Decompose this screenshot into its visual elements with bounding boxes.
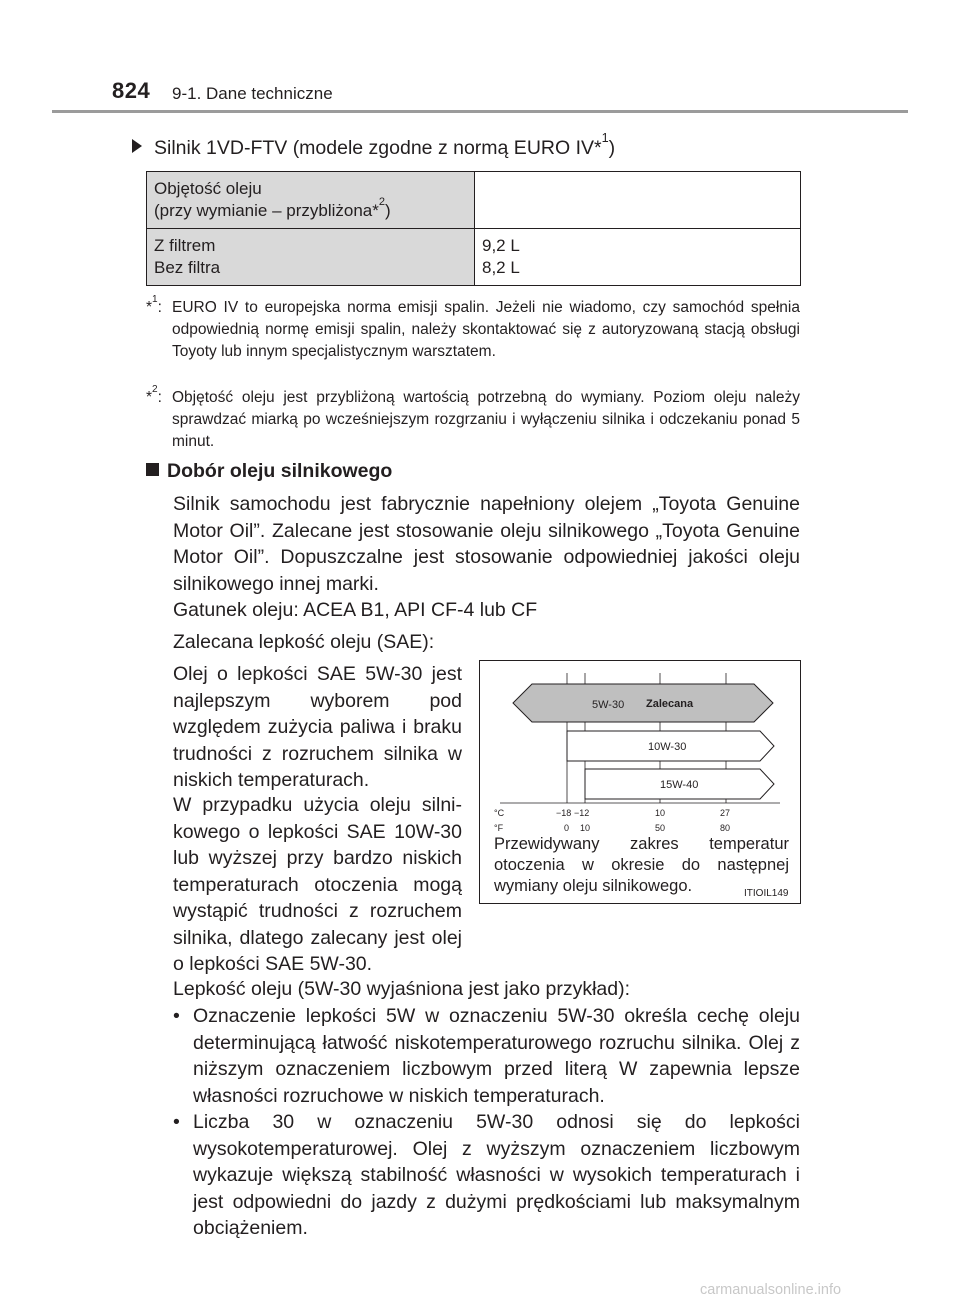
footnote-2 [146,384,800,453]
bullet-text: Liczba 30 w oznaczeniu 5W-30 odnosi się do lepkości wysokotemperaturowej. Olej z wyższym oznaczeniem liczbowym wykazuje większą stabilność własności w wysokich temperaturach i jest odpowiedni do jazdy z dużymi prędkościami lub maksymalnym obciążeniem. [193,1111,800,1239]
viscosity-label: Zalecana lepkość oleju (SAE): [173,631,435,653]
bullet-text: Oznaczenie lepkości 5W w oznaczeniu 5W-30 określa cechę oleju determinującą łatwość niskotemperaturowego rozruchu silnika. Olej z niższym oznaczeniem liczbowym przed literą W zapewnia lepsze własności rozruchowe w niskich temperaturach. [193,1005,800,1107]
triangle-bullet-icon [132,139,142,153]
table-label-line: Bez filtra [154,258,221,277]
celsius-unit: °C [494,808,505,818]
list-item [173,1109,800,1242]
fahrenheit-tick: 50 [655,823,666,833]
footnote-text: EURO IV to europejska norma emisji spalin. Jeżeli nie wiadomo, czy samochód spełnia odpowiednią normę emisji spalin, należy skontaktować się z autoryzowaną stacją obsługi Toyoty lub innym specjalistycznym warsztatem. [172,299,800,360]
diagram-caption: Przewidywany zakres temperatur otoczenia w okresie do następnej wymiany oleju silnikowego. [494,835,789,895]
oil-selection-heading [146,460,392,483]
celsius-tick: 27 [720,808,731,818]
footnote-mark: *$^2$: [146,384,162,406]
oil-intro-paragraph: Silnik samochodu jest fabrycznie napełniony olejem „Toyota Genuine Motor Oil”. Zalecane jest stosowanie oleju silnikowego „Toyota Genuine Motor Oil”. Dopuszczalne jest stosowanie odpowiedniej jakości oleju silnikowego innej marki. [173,493,800,595]
section-title: 9-1. Dane techniczne [172,84,333,103]
viscosity-paragraph-2: W przypadku użycia oleju silnikowego o lepkości SAE 10W-30 lub wyższej przy bardzo niskich temperaturach otoczenia mogą wystąpić trudności z rozruchem silnika, dlatego zalecany jest olej o lepkości SAE 5W-30. [173,794,462,975]
table-cell-label [147,229,475,286]
bar-5w30 [513,684,773,722]
bar-5w30-note: Zalecana [646,698,694,710]
fahrenheit-tick: 80 [720,823,731,833]
bar-15w40-label: 15W-40 [660,779,699,791]
table-value-line: 8,2 L [482,258,520,277]
footnote-text: Objętość oleju jest przybliżoną wartością potrzebną do wymiany. Poziom oleju należy sprawdzać miarką po wcześniejszym rozgrzaniu i wyłączeniu silnika i odczekaniu ponad 5 minut. [172,389,800,450]
table-row [147,229,801,286]
list-item [173,1003,800,1109]
table-row [147,172,801,229]
table-cell-label [147,172,475,229]
oil-selection-heading-text: Dobór oleju silnikowego [167,460,393,482]
bullet-symbol: • [173,1005,180,1027]
table-cell-value [475,172,801,229]
page-number: 824 [112,78,151,103]
fahrenheit-unit: °F [494,823,504,833]
oil-capacity-table [146,171,801,286]
watermark: carmanualsonline.info [700,1282,842,1298]
header-rule [52,110,908,113]
viscosity-paragraph-1: Olej o lepkości SAE 5W-30 jest najlepszym wyborem pod względem zużycia paliwa i braku trudności z rozruchem silnika w niskich temperaturach. [173,663,462,791]
footnote-1 [146,294,800,363]
engine-heading [132,131,616,160]
viscosity-example: Lepkość oleju (5W-30 wyjaśniona jest jako przykład): [173,978,631,1000]
table-value-line: 9,2 L [482,236,520,255]
figure-id: ITIOIL149 [744,888,789,899]
celsius-tick: 10 [655,808,666,818]
bullet-symbol: • [173,1111,180,1133]
engine-heading-close: ) [608,137,616,159]
fahrenheit-tick: 10 [580,823,591,833]
engine-heading-text: Silnik 1VD-FTV (modele zgodne z normą EURO IV* [154,137,602,159]
celsius-tick: −18 [556,808,572,818]
bar-10w30-label: 10W-30 [648,741,687,753]
footnote-mark: *$^1$: [146,294,162,316]
square-bullet-icon [146,463,159,476]
table-label-line: Z filtrem [154,236,216,255]
fahrenheit-tick: 0 [564,823,570,833]
table-label-line: Objętość oleju [154,179,262,198]
oil-grade: Gatunek oleju: ACEA B1, API CF-4 lub CF [173,599,538,621]
engine-heading-sup: 1 [601,131,609,146]
bar-5w30-label: 5W-30 [592,699,625,711]
celsius-tick: −12 [574,808,590,818]
table-label-line: (przy wymianie – przybliżona*$^2$) [154,196,391,220]
table-cell-value [475,229,801,286]
